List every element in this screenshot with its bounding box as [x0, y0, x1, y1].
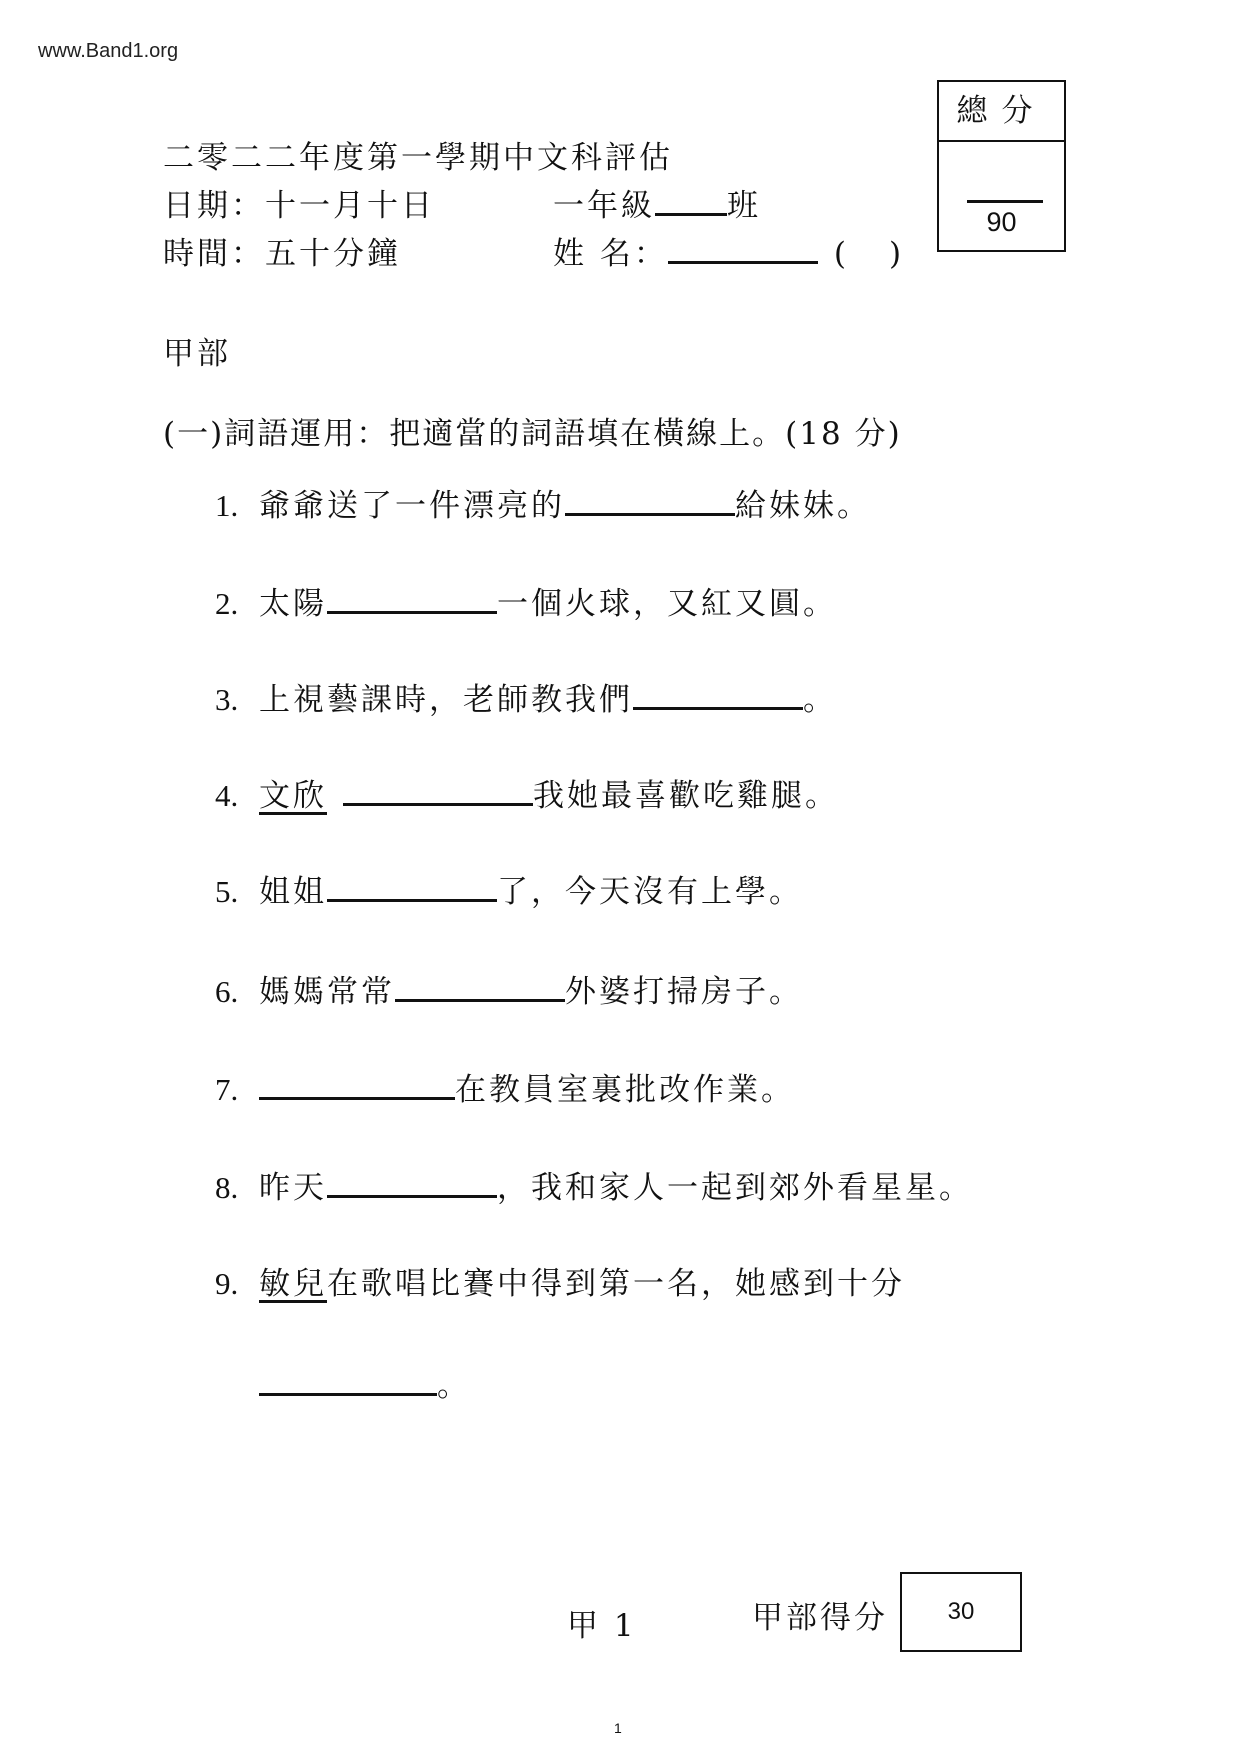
question-number: 2.: [215, 586, 239, 621]
page-number: 1: [614, 1720, 622, 1736]
answer-blank[interactable]: [259, 1097, 455, 1100]
grade-label: 一年級: [553, 188, 655, 224]
question-text-end: 我她最喜歡吃雞腿。: [533, 778, 839, 814]
date-label: 日期：十一月十日: [163, 188, 435, 224]
class-number-open: (: [833, 236, 849, 272]
question-text-end: 在教員室裏批改作業。: [455, 1072, 795, 1108]
question-text: 媽媽常常: [259, 974, 395, 1010]
question-1: [215, 480, 871, 525]
answer-blank[interactable]: [327, 1195, 497, 1198]
question-3: [215, 674, 837, 719]
question-number: 8.: [215, 1170, 239, 1205]
section-score-label: 甲部得分: [752, 1600, 888, 1636]
answer-blank[interactable]: [327, 611, 497, 614]
question-text: 上視藝課時，老師教我們: [259, 682, 633, 718]
question-number: 9.: [215, 1266, 239, 1301]
question-text: 太陽: [259, 586, 327, 622]
class-number-close: ): [888, 236, 905, 272]
class-blank[interactable]: [655, 213, 727, 216]
name-line: [553, 228, 904, 273]
question-9: [215, 1258, 905, 1303]
question-number: 1.: [215, 488, 239, 523]
question-number: 6.: [215, 974, 239, 1009]
question-text: 昨天: [259, 1170, 327, 1206]
question-text-end: 了，今天沒有上學。: [497, 874, 803, 910]
question-text-end: 。: [437, 1368, 471, 1404]
question-9-continued: [259, 1360, 471, 1405]
exam-title: 二零二二年度第一學期中文科評估: [163, 140, 673, 176]
time-label: 時間：五十分鐘: [163, 236, 401, 272]
answer-blank[interactable]: [633, 707, 803, 710]
question-7: [215, 1064, 795, 1109]
total-score-box: [937, 80, 1066, 252]
watermark-text: www.Band1.org: [38, 40, 179, 62]
proper-name: 敏兒: [259, 1266, 327, 1302]
question-text: 爺爺送了一件漂亮的: [259, 488, 565, 524]
question-4: [215, 770, 839, 815]
question-title: (一)詞語運用：把適當的詞語填在橫線上。(18 分): [163, 416, 902, 452]
answer-blank[interactable]: [565, 513, 735, 516]
section-score-box: 30: [900, 1572, 1022, 1652]
proper-name: 文欣: [259, 778, 327, 814]
total-score-value: 90: [986, 207, 1017, 237]
name-label: 姓 名：: [553, 236, 668, 272]
name-blank[interactable]: [668, 261, 818, 264]
answer-blank[interactable]: [343, 803, 533, 806]
page-code: 甲 1: [567, 1608, 637, 1644]
question-8: [215, 1162, 973, 1207]
answer-blank[interactable]: [259, 1393, 437, 1396]
question-6: [215, 966, 803, 1011]
question-number: 5.: [215, 874, 239, 909]
question-text: 在歌唱比賽中得到第一名，她感到十分: [327, 1266, 905, 1302]
question-text-end: ，我和家人一起到郊外看星星。: [497, 1170, 973, 1206]
section-title: 甲部: [163, 336, 231, 372]
question-text-end: 。: [803, 682, 837, 718]
question-text-end: 一個火球，又紅又圓。: [497, 586, 837, 622]
answer-blank[interactable]: [327, 899, 497, 902]
question-text: 姐姐: [259, 874, 327, 910]
answer-blank[interactable]: [395, 999, 565, 1002]
question-number: 7.: [215, 1072, 239, 1107]
total-score-title: 總分: [939, 82, 1064, 142]
question-text-end: 外婆打掃房子。: [565, 974, 803, 1010]
question-5: [215, 866, 803, 911]
question-text-end: 給妹妹。: [735, 488, 871, 524]
grade-class-line: [553, 180, 761, 225]
class-label: 班: [727, 188, 761, 224]
score-divider: [967, 200, 1043, 203]
question-2: [215, 578, 837, 623]
question-number: 4.: [215, 778, 239, 813]
question-number: 3.: [215, 682, 239, 717]
